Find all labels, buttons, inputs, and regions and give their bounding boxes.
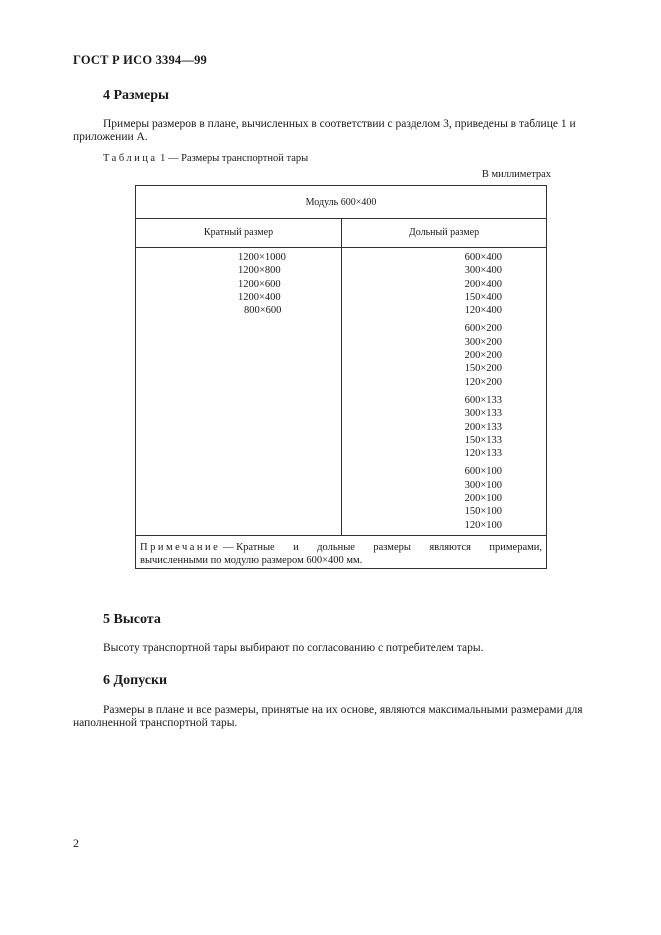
fractional-size-cell: 300×400: [464, 265, 502, 277]
multiple-sizes-column: [136, 251, 341, 317]
section-4-text: Примеры размеров в плане, вычисленных в соответствии с разделом 3, приведены в таблице 1 и приложении А.: [73, 118, 576, 143]
note-label: Примечание: [140, 542, 221, 553]
multiple-size-cell: 1200×800: [238, 265, 281, 277]
fractional-size-cell: 200×100: [464, 493, 502, 505]
page-number: 2: [73, 836, 79, 850]
fractional-group-400: [442, 251, 502, 317]
note-word: — Кратные: [222, 542, 275, 553]
fractional-size-cell: 300×133: [464, 408, 502, 420]
table-caption: [103, 153, 308, 164]
fractional-group-100: [442, 465, 502, 531]
section-6-title: 6 Допуски: [103, 673, 168, 688]
fractional-size-cell: 200×200: [464, 350, 502, 362]
dimensions-table: [135, 185, 547, 569]
fractional-size-cell: 300×200: [464, 336, 502, 348]
note-word: являются: [429, 542, 471, 553]
table-units: В миллиметрах: [481, 169, 551, 180]
table-caption-label: Таблица: [103, 153, 158, 164]
note-word: примерами,: [489, 542, 542, 553]
table-caption-title: 1 — Размеры транспортной тары: [157, 153, 309, 164]
note-word: размеры: [373, 542, 411, 553]
fractional-size-cell: 150×100: [464, 506, 502, 518]
section-5-text: Высоту транспортной тары выбирают по согласованию с потребителем тары.: [103, 642, 484, 654]
document-code: ГОСТ Р ИСО 3394—99: [73, 53, 207, 67]
table-note: [136, 535, 546, 568]
column-header-fractional: Дольный размер: [408, 227, 480, 238]
section-5-title: 5 Высота: [103, 612, 161, 627]
section-6-text: Размеры в плане и все размеры, принятые на их основе, являются максимальными размерами для наполненной транспортной тары.: [73, 704, 583, 729]
note-word: и: [293, 542, 299, 553]
note-word: дольные: [317, 542, 355, 553]
module-header: Модуль 600×400: [136, 186, 546, 219]
fractional-group-200: [442, 322, 502, 388]
fractional-group-133: [442, 394, 502, 460]
fractional-size-cell: 120×400: [464, 305, 502, 317]
fractional-size-cell: 120×133: [464, 448, 502, 460]
multiple-size-cell: 800×600: [244, 305, 282, 317]
fractional-size-cell: 200×400: [464, 278, 502, 290]
fractional-size-cell: 600×400: [464, 252, 502, 263]
fractional-size-cell: 600×133: [464, 394, 502, 406]
multiple-size-cell: 1200×600: [238, 278, 281, 290]
section-4-title: 4 Размеры: [103, 88, 169, 103]
fractional-size-cell: 300×100: [464, 479, 502, 491]
fractional-size-cell: 200×133: [464, 421, 502, 433]
fractional-size-cell: 150×200: [464, 363, 502, 375]
fractional-size-cell: 120×200: [464, 376, 502, 388]
note-label-group: [140, 541, 275, 554]
multiple-size-cell: 1200×400: [238, 291, 281, 303]
fractional-size-cell: 150×400: [464, 291, 502, 303]
multiple-size-cell: 1200×1000: [238, 252, 286, 263]
fractional-size-cell: 120×100: [464, 519, 502, 531]
fractional-sizes-column: [342, 251, 546, 532]
fractional-size-cell: 600×100: [464, 466, 502, 478]
table-note-line-2: вычисленными по модулю размером 600×400 мм.: [140, 555, 363, 566]
table-note-line-1: [140, 541, 542, 554]
fractional-size-cell: 150×133: [464, 434, 502, 446]
column-header-multiple: Кратный размер: [203, 227, 274, 238]
fractional-size-cell: 600×200: [464, 323, 502, 335]
